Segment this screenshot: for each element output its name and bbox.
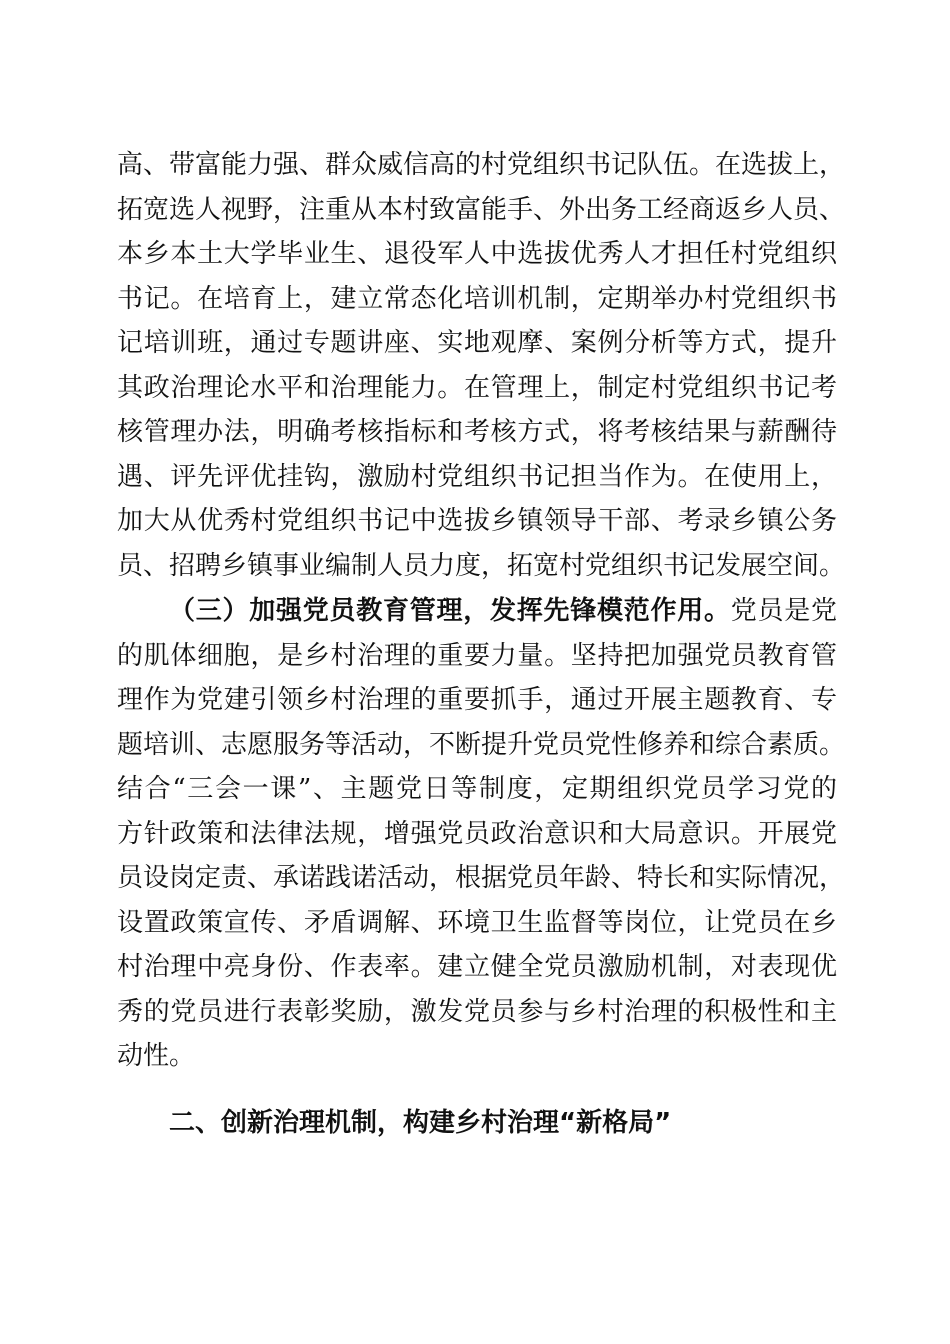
text-line: 结合“三会一课”、主题党日等制度，定期组织党员学习党的	[117, 774, 837, 804]
text-line: 其政治理论水平和治理能力。在管理上，制定村党组织书记考	[117, 372, 837, 403]
text-line: 遇、评先评优挂钩，激励村党组织书记担当作为。在使用上，	[117, 461, 837, 492]
text-line: 设置政策宣传、矛盾调解、环境卫生监督等岗位，让党员在乡	[117, 907, 837, 938]
text-line: 加大从优秀村党组织书记中选拔乡镇领导干部、考录乡镇公务	[117, 506, 837, 536]
text-line: 题培训、志愿服务等活动，不断提升党员党性修养和综合素质。	[117, 729, 846, 760]
paragraph-party-member-education	[117, 589, 846, 1079]
text-line: 员、招聘乡镇事业编制人员力度，拓宽村党组织书记发展空间。	[117, 550, 846, 581]
text-line: 核管理办法，明确考核指标和考核方式，将考核结果与薪酬待	[117, 417, 837, 447]
text-line: 员设岗定责、承诺践诺活动，根据党员年龄、特长和实际情况，	[117, 863, 846, 893]
text-line: 理作为党建引领乡村治理的重要抓手，通过开展主题教育、专	[117, 685, 837, 715]
text-run: 党员是党	[730, 596, 837, 626]
paragraph-party-secretary-team	[117, 143, 846, 588]
text-line: 记培训班，通过专题讲座、实地观摩、案例分析等方式，提升	[117, 328, 837, 358]
text-line: 的肌体细胞，是乡村治理的重要力量。坚持把加强党员教育管	[117, 640, 837, 671]
text-line: 高、带富能力强、群众威信高的村党组织书记队伍。在选拔上，	[117, 150, 846, 180]
section-subheading: （三）加强党员教育管理，发挥先锋模范作用。	[169, 596, 731, 626]
text-line: 方针政策和法律法规，增强党员政治意识和大局意识。开展党	[117, 818, 837, 849]
text-line: 本乡本土大学毕业生、退役军人中选拔优秀人才担任村党组织	[117, 239, 837, 269]
text-line: 书记。在培育上，建立常态化培训机制，定期举办村党组织书	[117, 283, 837, 314]
text-line: 秀的党员进行表彰奖励，激发党员参与乡村治理的积极性和主	[117, 996, 837, 1027]
section-heading: 二、创新治理机制，构建乡村治理“新格局”	[169, 1108, 672, 1138]
text-line: 动性。	[117, 1041, 196, 1071]
paragraph-first-line	[117, 589, 837, 634]
text-line: 拓宽选人视野，注重从本村致富能手、外出务工经商返乡人员、	[117, 194, 846, 225]
text-line: 村治理中亮身份、作表率。建立健全党员激励机制，对表现优	[117, 952, 837, 982]
